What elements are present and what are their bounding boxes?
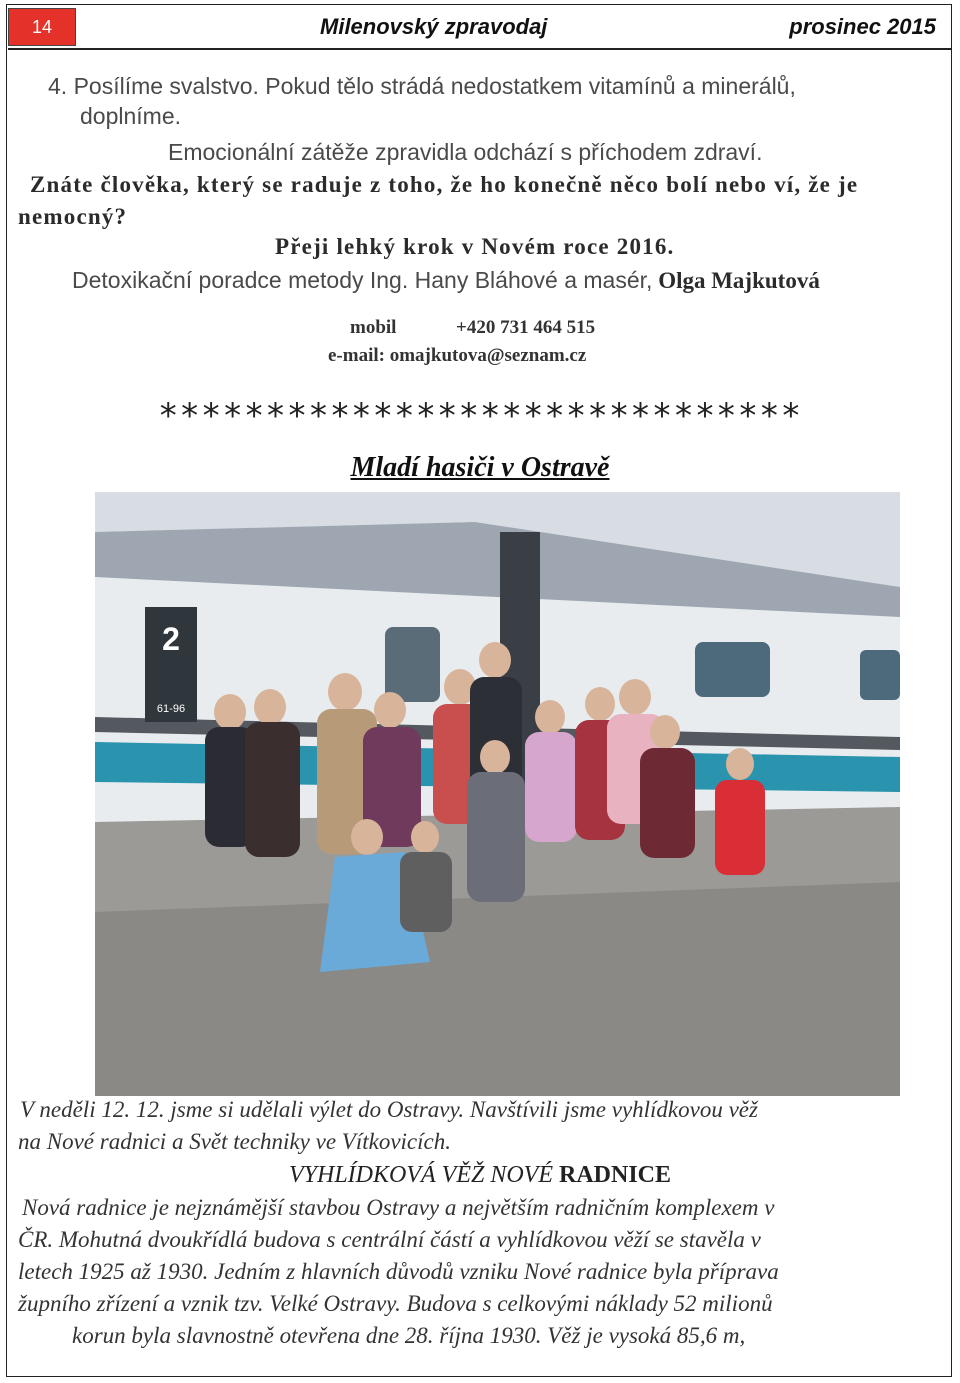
issue-date: prosinec 2015	[789, 14, 936, 39]
section-heading	[0, 1162, 960, 1189]
text-line: 4. Posílíme svalstvo. Pokud tělo strádá nedostatkem vitamínů a minerálů,	[48, 73, 796, 99]
car-code: 61-96	[156, 703, 186, 715]
text-line: doplníme.	[80, 103, 182, 129]
section-heading-part2: RADNICE	[552, 1162, 671, 1188]
photo-caption: na Nové radnici a Svět techniky ve Vítkovicích.	[18, 1129, 451, 1154]
body-line: ČR. Mohutná dvoukřídlá budova s centrální částí a vyhlídkovou věží se stavěla v	[18, 1227, 761, 1252]
car-number: 2	[162, 621, 180, 657]
text-line: nemocný?	[18, 204, 128, 229]
separator-stars: ******************************	[157, 396, 803, 436]
body-line: Nová radnice je nejznámější stavbou Ostravy a největším radničním komplexem v	[22, 1195, 775, 1220]
page-number: 14	[8, 8, 76, 46]
newsletter-title: Milenovský zpravodaj	[320, 14, 548, 39]
signature	[72, 265, 820, 296]
body-line: korun byla slavnostně otevřena dne 28. října 1930. Věž je vysoká 85,6 m,	[72, 1323, 746, 1348]
email-contact: e-mail: omajkutova@seznam.cz	[328, 345, 587, 366]
photo-caption: V neděli 12. 12. jsme si udělali výlet do Ostravy. Navštívili jsme vyhlídkovou věž	[20, 1097, 758, 1122]
body-line: letech 1925 až 1930. Jedním z hlavních důvodů vzniku Nové radnice byla příprava	[18, 1259, 779, 1284]
mobile-number: +420 731 464 515	[456, 317, 596, 338]
header-divider	[8, 48, 952, 50]
text-line: Znáte člověka, který se raduje z toho, že ho konečně něco bolí nebo ví, že je	[30, 172, 859, 197]
article-title: Mladí hasiči v Ostravě	[350, 452, 610, 483]
text-line: Emocionální zátěže zpravidla odchází s příchodem zdraví.	[168, 139, 763, 165]
body-line: župního zřízení a vznik tzv. Velké Ostravy. Budova s celkovými náklady 52 milionů	[18, 1291, 773, 1316]
text-line: Přeji lehký krok v Novém roce 2016.	[275, 234, 675, 259]
group-photo	[95, 492, 900, 1096]
mobile-label: mobil	[350, 317, 397, 338]
section-heading-part1: VYHLÍDKOVÁ VĚŽ NOVÉ	[288, 1162, 553, 1188]
signature-name: Olga Majkutová	[652, 268, 820, 293]
signature-text: Detoxikační poradce metody Ing. Hany Bláhové a masér,	[72, 267, 653, 293]
